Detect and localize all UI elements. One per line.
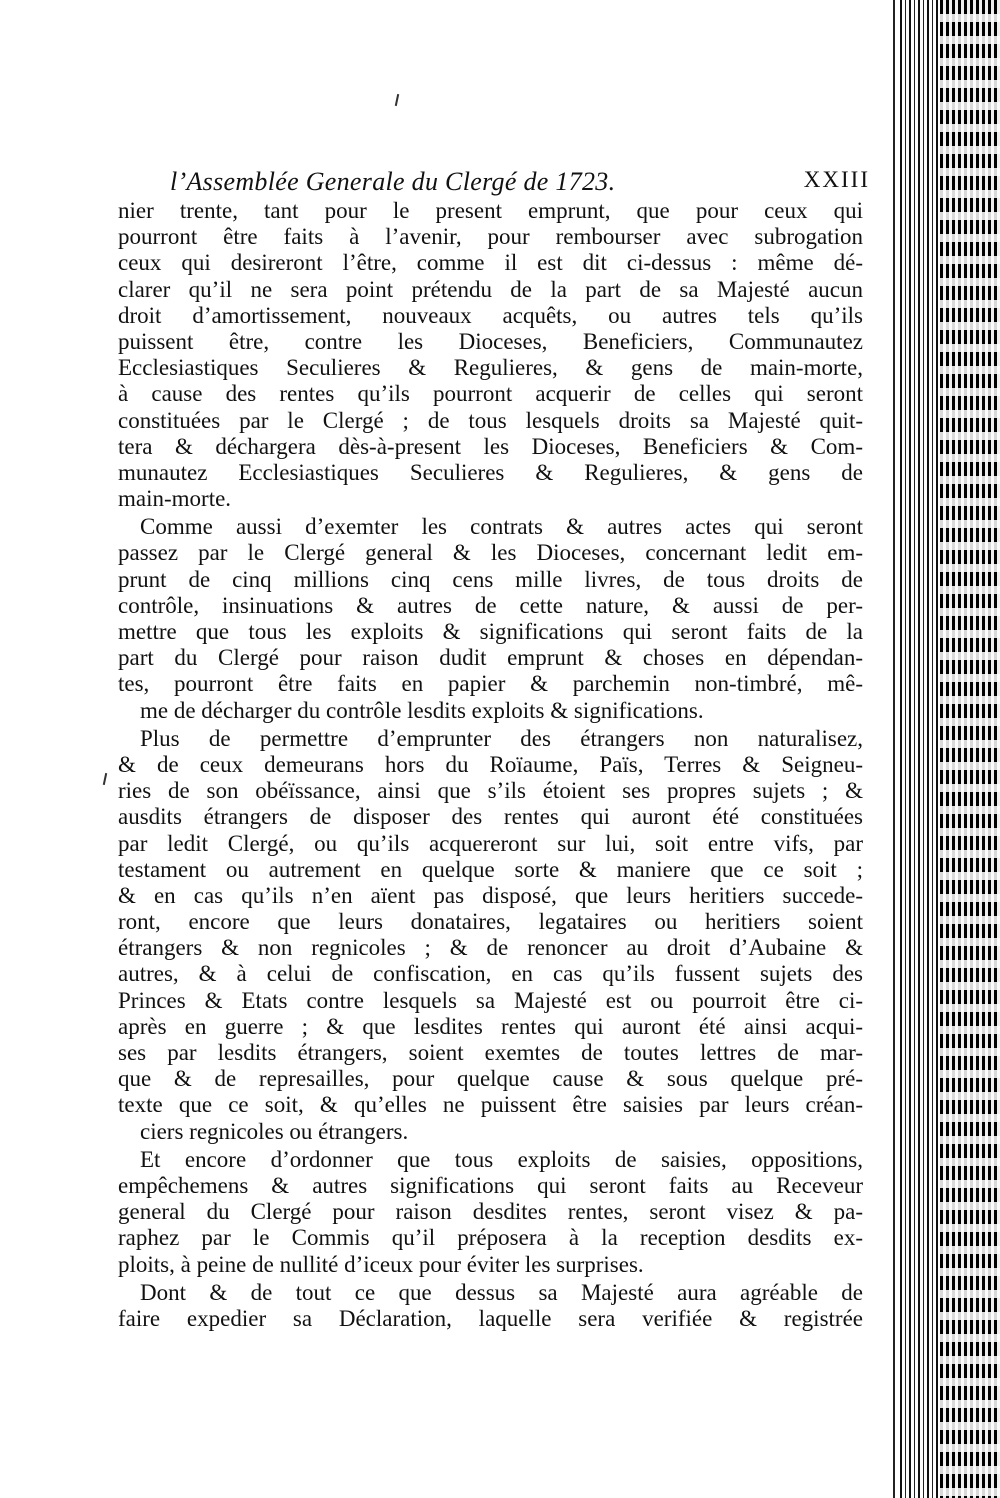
text-line: raphez par le Commis qu’il préposera à la reception desdits ex- (118, 1225, 863, 1251)
text-line: passez par le Clergé general & les Dioceses, concernant ledit em- (118, 540, 863, 566)
text-line: droit d’amortissement, nouveaux acquêts, ou autres tels qu’ils (118, 302, 863, 328)
text-line: part du Clergé pour raison dudit emprunt & choses en dépendan- (118, 645, 863, 671)
text-line: nier trente, tant pour le present emprunt, que pour ceux qui (118, 198, 863, 223)
page-fore-edge-texture (940, 0, 1000, 1498)
text-line: puissent être, contre les Dioceses, Beneficiers, Communautez (118, 328, 863, 354)
text-line: clarer qu’il ne sera point prétendu de la part de sa Majesté aucun (118, 276, 863, 302)
text-line: munautez Ecclesiastiques Seculieres & Regulieres, & gens de (118, 459, 863, 485)
text-line: & de ceux demeurans hors du Roïaume, Païs, Terres & Seigneu- (118, 751, 863, 777)
text-line: constituées par le Clergé ; de tous lesquels droits sa Majesté quit- (118, 407, 863, 433)
text-line: pourront être faits à l’avenir, pour rembourser avec subrogation (118, 224, 863, 250)
text-line: Ecclesiastiques Seculieres & Regulieres, & gens de main-morte, (118, 355, 863, 381)
text-line: ausdits étrangers de disposer des rentes qui auront été constituées (118, 804, 863, 830)
text-line: tes, pourront être faits en papier & parchemin non-timbré, mê- (118, 671, 863, 697)
ink-speck (103, 773, 107, 785)
text-line: ses par lesdits étrangers, soient exemtes de toutes lettres de mar- (118, 1040, 863, 1065)
text-line: ciers regnicoles ou étrangers. (140, 1118, 409, 1144)
text-line: tera & déchargera dès-à-present les Dioceses, Beneficiers & Com- (118, 433, 863, 459)
paragraph (118, 726, 863, 1145)
text-line: testament ou autrement en quelque sorte & maniere que ce soit ; (118, 856, 863, 882)
text-line: empêchemens & autres significations qui seront faits au Receveur (118, 1172, 863, 1198)
text-line: contrôle, insinuations & autres de cette nature, & aussi de per- (118, 592, 863, 618)
text-line: me de décharger du contrôle lesdits exploits & significations. (140, 697, 704, 723)
text-line: general du Clergé pour raison desdites rentes, seront visez & pa- (118, 1199, 863, 1225)
text-line: Et encore d’ordonner que tous exploits de saisies, oppositions, (140, 1146, 863, 1172)
text-line: ploits, à peine de nullité d’iceux pour éviter les surprises. (118, 1251, 644, 1277)
text-line: Comme aussi d’exemter les contrats & autres actes qui seront (140, 514, 863, 540)
text-line: ront, encore que leurs donataires, legataires ou heritiers soient (118, 909, 863, 935)
page-number: XXIII (803, 167, 870, 192)
ink-speck (395, 94, 399, 106)
page-gutter-edge (893, 0, 895, 1498)
text-line: Princes & Etats contre lesquels sa Majesté est ou pourroit être ci- (118, 987, 863, 1013)
text-line: après en guerre ; & que lesdites rentes qui auront été ainsi acqui- (118, 1013, 863, 1039)
text-line: ries de son obéïssance, ainsi que s’ils étoient ses propres sujets ; & (118, 778, 863, 804)
text-line: texte que ce soit, & qu’elles ne puissent être saisies par leurs créan- (118, 1092, 863, 1118)
text-line: à cause des rentes qu’ils pourront acquerir de celles qui seront (118, 381, 863, 407)
text-line: que & de represailles, pour quelque cause & sous quelque pré- (118, 1066, 863, 1092)
paragraph (118, 198, 863, 512)
text-line: étrangers & non regnicoles ; & de renoncer au droit d’Aubaine & (118, 935, 863, 961)
paragraph (118, 514, 863, 724)
text-line: prunt de cinq millions cinq cens mille livres, de tous droits de (118, 566, 863, 592)
text-line: ceux qui desireront l’être, comme il est dit ci-dessus : même dé- (118, 250, 863, 276)
text-line: faire expedier sa Déclaration, laquelle sera verifiée & registrée (118, 1305, 863, 1331)
text-line: autres, & à celui de confiscation, en cas qu’ils fussent sujets des (118, 961, 863, 987)
body-text (118, 198, 863, 1332)
text-line: mettre que tous les exploits & significations qui seront faits de la (118, 619, 863, 644)
running-head: l’Assemblée Generale du Clergé de 1723. (170, 167, 616, 196)
text-line: main-morte. (118, 486, 232, 512)
text-line: Plus de permettre d’emprunter des étrangers non naturalisez, (140, 725, 863, 751)
paragraph (118, 1147, 863, 1278)
text-line: Dont & de tout ce que dessus sa Majesté aura agréable de (140, 1279, 863, 1305)
text-line: & en cas qu’ils n’en aïent pas disposé, que leurs heritiers succede- (118, 882, 863, 908)
paragraph (118, 1280, 863, 1332)
text-line: par ledit Clergé, ou qu’ils acquereront sur lui, soit entre vifs, par (118, 830, 863, 856)
